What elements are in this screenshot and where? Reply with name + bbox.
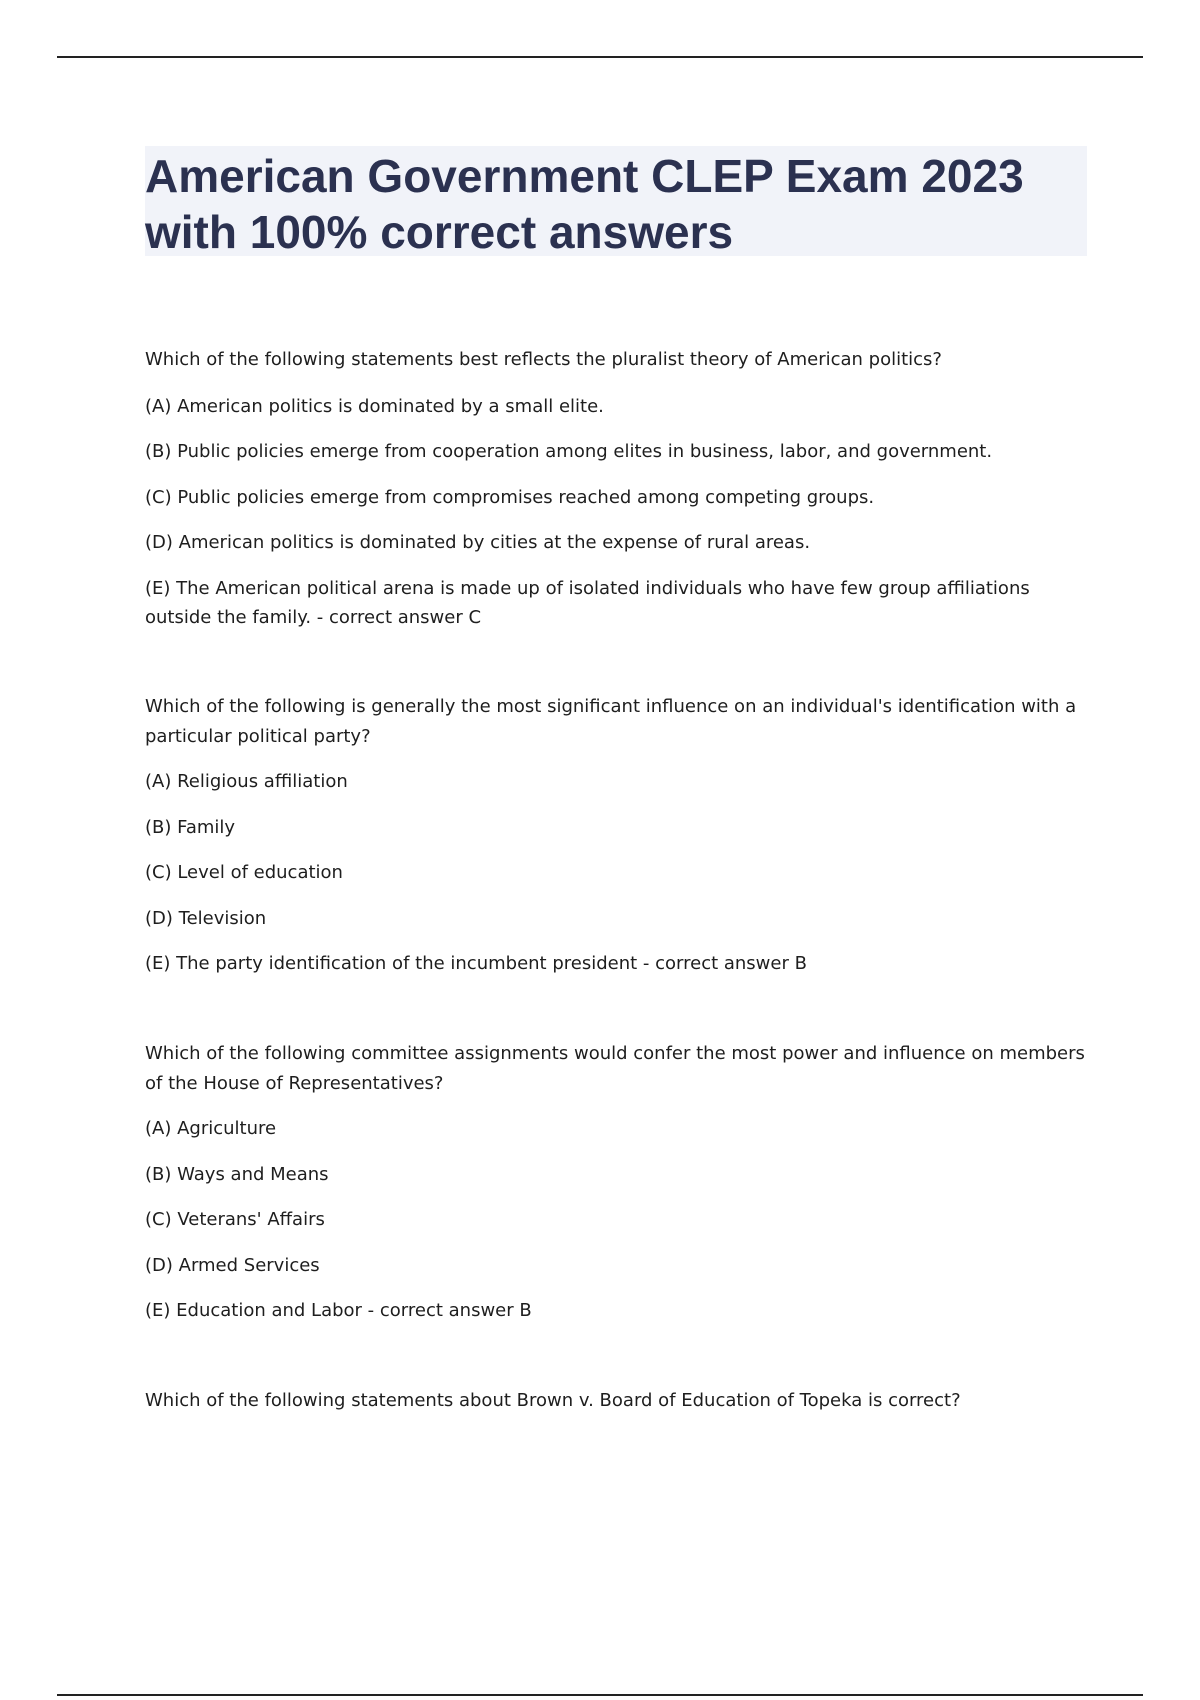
question-2-option-d: (D) Television (145, 908, 267, 929)
question-3-prompt-line-2: of the House of Representatives? (145, 1073, 444, 1094)
question-1-option-e: (E) The American political arena is made up of isolated individuals who have few group affiliations (145, 578, 1030, 599)
question-3-option-a: (A) Agriculture (145, 1118, 277, 1139)
document-title (145, 146, 1087, 256)
top-rule (57, 56, 1143, 58)
question-2-prompt-line-1: Which of the following is generally the most significant influence on an individual's identification with a (145, 696, 1077, 717)
question-3-option-b: (B) Ways and Means (145, 1164, 329, 1185)
question-3-option-d: (D) Armed Services (145, 1255, 320, 1276)
question-3-option-c: (C) Veterans' Affairs (145, 1209, 325, 1230)
question-1-option-b: (B) Public policies emerge from cooperation among elites in business, labor, and government. (145, 441, 993, 462)
bottom-rule (57, 1694, 1143, 1696)
question-3-option-e: (E) Education and Labor - correct answer B (145, 1300, 532, 1321)
question-1-option-d: (D) American politics is dominated by cities at the expense of rural areas. (145, 532, 811, 553)
question-1-option-a: (A) American politics is dominated by a small elite. (145, 396, 604, 417)
question-4-prompt: Which of the following statements about Brown v. Board of Education of Topeka is correct? (145, 1390, 961, 1411)
question-2-prompt-line-2: particular political party? (145, 726, 371, 747)
title-line-1: American Government CLEP Exam 2023 (145, 150, 1024, 202)
question-1-answer: outside the family. - correct answer C (145, 607, 482, 628)
question-2-option-c: (C) Level of education (145, 862, 343, 883)
question-2-option-a: (A) Religious affiliation (145, 771, 348, 792)
title-line-2: with 100% correct answers (145, 206, 734, 258)
question-1-option-c: (C) Public policies emerge from compromises reached among competing groups. (145, 487, 875, 508)
question-1-prompt: Which of the following statements best reflects the pluralist theory of American politics? (145, 349, 942, 370)
question-2-option-e: (E) The party identification of the incumbent president - correct answer B (145, 953, 807, 974)
question-2-option-b: (B) Family (145, 817, 236, 838)
question-3-prompt-line-1: Which of the following committee assignments would confer the most power and influence on members (145, 1043, 1085, 1064)
